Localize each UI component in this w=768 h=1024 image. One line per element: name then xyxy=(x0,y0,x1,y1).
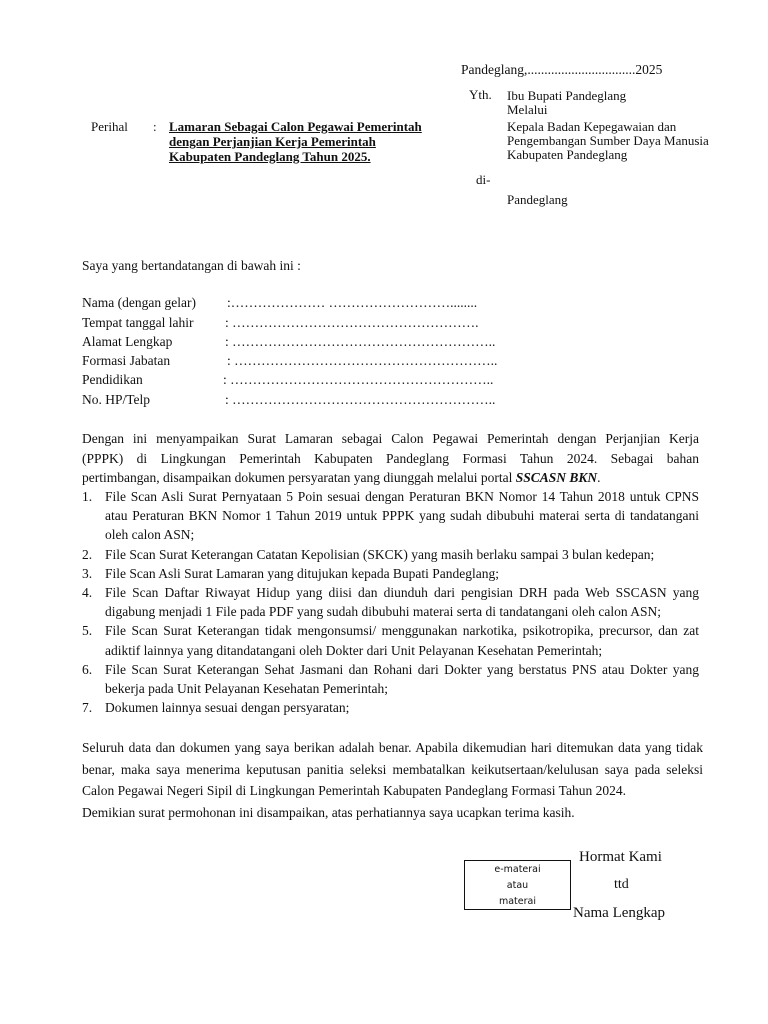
recipient-line: Ibu Bupati Pandeglang xyxy=(507,88,627,103)
list-item xyxy=(82,583,699,621)
field-label: Pendidikan xyxy=(82,372,143,387)
perihal-subject-line: Lamaran Sebagai Calon Pegawai Pemerintah xyxy=(169,119,422,134)
list-item-number: 5. xyxy=(82,623,93,639)
field-label: Formasi Jabatan xyxy=(82,353,171,368)
closing-line: Seluruh data dan dokumen yang saya berikan adalah benar. Apabila dikemudian hari ditemukan data yang tidak xyxy=(82,740,703,755)
list-item-line: File Scan Surat Keterangan Sehat Jasmani dan Rohani dari Dokter yang berstatus PNS atau Dokter yang xyxy=(105,661,699,677)
list-item xyxy=(82,487,699,545)
field-value: : ………………………………………………….. xyxy=(225,334,496,349)
requirements-list xyxy=(82,487,699,717)
signature-ttd: ttd xyxy=(614,877,629,892)
identity-row-alamat xyxy=(82,334,642,354)
list-item-line: File Scan Asli Surat Lamaran yang ditujukan kepada Bupati Pandeglang; xyxy=(105,565,500,581)
field-value: :………………… ………………………........ xyxy=(227,295,478,310)
list-item-line: File Scan Daftar Riwayat Hidup yang diisi dan diunduh dari pengisian DRH pada Web SSCASN yang xyxy=(105,585,699,601)
via-line: Kepala Badan Kepegawaian dan xyxy=(507,119,677,134)
body-line xyxy=(82,468,699,488)
list-item-number: 7. xyxy=(82,700,93,716)
list-item-number: 3. xyxy=(82,565,93,581)
closing-line: Calon Pegawai Negeri Sipil di Lingkungan Pemerintah Kabupaten Pandeglang Formasi Tahun 2024. xyxy=(82,783,626,798)
closing-paragraph xyxy=(82,737,703,823)
identity-row-pendidikan xyxy=(82,372,642,392)
list-item-line: adiktif lainnya yang ditandatangani oleh Dokter dari Unit Pelayanan Kesehatan Pemerintah; xyxy=(105,642,603,658)
list-item xyxy=(82,660,699,698)
list-item-number: 2. xyxy=(82,546,93,562)
list-item xyxy=(82,545,699,564)
list-item xyxy=(82,621,699,659)
list-item-line: bekerja pada Unit Pelayanan Kesehatan Pemerintah; xyxy=(105,681,389,697)
yth-label: Yth. xyxy=(469,87,492,102)
via-line: Pengembangan Sumber Daya Manusia xyxy=(507,133,709,148)
list-item-line: File Scan Asli Surat Pernyataan 5 Poin sesuai dengan Peraturan BKN Nomor 14 Tahun 2018 untuk CPNS xyxy=(105,489,699,504)
list-item-line: atau Peraturan BKN Nomor 1 Tahun 2019 untuk PPPK yang sudah dibubuhi materai serta di tandatangani xyxy=(105,508,699,524)
via-line: Kabupaten Pandeglang xyxy=(507,147,628,162)
perihal-label: Perihal xyxy=(91,119,128,134)
place-date: Pandeglang,................................2025 xyxy=(461,62,663,77)
perihal-subject-line: dengan Perjanjian Kerja Pemerintah xyxy=(169,134,376,149)
body-line-text: pertimbangan, disampaikan dokumen persyaratan yang diunggah melalui portal xyxy=(82,470,516,485)
portal-name: SSCASN BKN xyxy=(515,470,598,485)
field-value: : ………………………………………………. xyxy=(225,315,479,330)
perihal-subject-line: Kabupaten Pandeglang Tahun 2025. xyxy=(169,149,371,164)
list-item xyxy=(82,564,699,583)
identity-row-ttl xyxy=(82,315,642,335)
field-value: : ………………………………………………….. xyxy=(227,353,498,368)
materai-text: e-materai xyxy=(494,864,541,875)
field-label: Tempat tanggal lahir xyxy=(82,315,194,330)
list-item xyxy=(82,698,699,717)
field-label: No. HP/Telp xyxy=(82,392,151,407)
perihal-subject xyxy=(169,119,422,164)
recipient-city: Pandeglang xyxy=(507,192,568,207)
list-item-line: File Scan Surat Keterangan Catatan Kepolisian (SKCK) yang masih berlaku sampai 3 bulan kedepan; xyxy=(105,546,655,562)
identity-row-formasi xyxy=(82,353,642,373)
di-label: di- xyxy=(476,172,491,187)
body-line-suffix: . xyxy=(597,470,601,485)
field-value: : ………………………………………………….. xyxy=(225,392,496,407)
materai-text: materai xyxy=(498,896,536,907)
body-paragraph xyxy=(82,429,699,488)
signature-greeting: Hormat Kami xyxy=(579,849,662,865)
recipient-line: Melalui xyxy=(507,102,548,117)
body-line: (PPPK) di Lingkungan Pemerintah Kabupaten Pandeglang Formasi Tahun 2024. Sebagai bahan xyxy=(82,450,699,466)
field-value: : ………………………………………………….. xyxy=(223,372,494,387)
closing-final: Demikian surat permohonan ini disampaikan, atas perhatiannya saya ucapkan terima kasih. xyxy=(82,804,575,820)
identity-row-hp xyxy=(82,392,642,412)
list-item-line: Dokumen lainnya sesuai dengan persyaratan; xyxy=(105,700,350,716)
identity-row-nama xyxy=(82,295,642,315)
materai-box xyxy=(464,860,571,910)
intro-text: Saya yang bertandatangan di bawah ini : xyxy=(82,258,301,273)
list-item-line: File Scan Surat Keterangan tidak mengonsumsi/ menggunakan narkotika, psikotropika, precursor, dan zat xyxy=(105,623,699,639)
perihal-colon: : xyxy=(153,119,157,134)
list-item-number: 4. xyxy=(82,585,93,601)
closing-line: benar, maka saya menerima keputusan panitia seleksi membatalkan keikutsertaan/kelulusan saya pada seleksi xyxy=(82,761,703,777)
body-line: Dengan ini menyampaikan Surat Lamaran sebagai Calon Pegawai Pemerintah dengan Perjanjian Kerja xyxy=(82,431,699,446)
list-item-number: 6. xyxy=(82,661,93,677)
materai-text: atau xyxy=(506,880,529,891)
field-label: Alamat Lengkap xyxy=(82,334,173,349)
list-item-line: oleh calon ASN; xyxy=(105,527,195,543)
field-label: Nama (dengan gelar) xyxy=(82,295,196,310)
signature-name: Nama Lengkap xyxy=(573,905,666,921)
list-item-line: digabung menjadi 1 File pada PDF yang sudah dibubuhi materai serta di tandatangani oleh calon ASN; xyxy=(105,604,662,620)
list-item-number: 1. xyxy=(82,489,93,504)
